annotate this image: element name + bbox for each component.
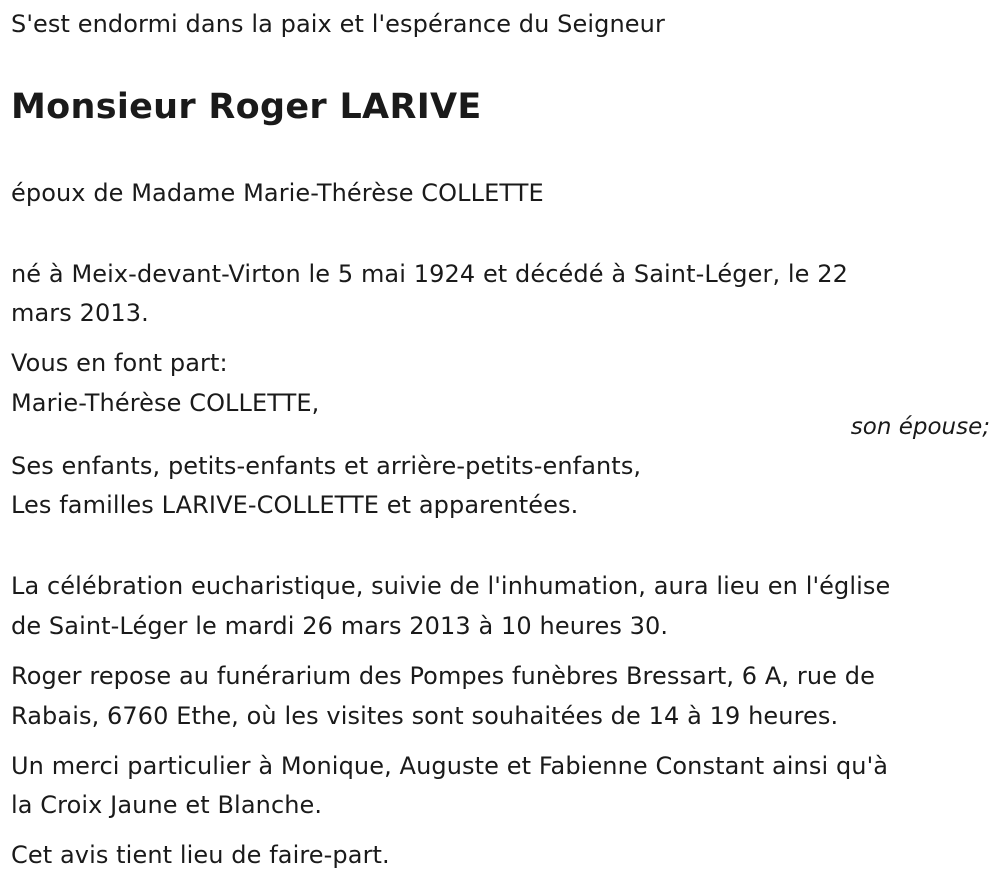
announce-text: Vous en font part: [11, 349, 228, 377]
rest-line-2: Rabais, 6760 Ethe, où les visites sont souhaitées de 14 à 19 heures. [11, 702, 839, 730]
birth-death-line-2: mars 2013. [11, 299, 149, 327]
deceased-name: Monsieur Roger LARIVE [11, 87, 482, 127]
birth-death-line-1: né à Meix-devant-Virton le 5 mai 1924 et décédé à Saint-Léger, le 22 [11, 260, 849, 288]
closing-text: Cet avis tient lieu de faire-part. [11, 841, 390, 869]
thanks-line-2: la Croix Jaune et Blanche. [11, 791, 323, 819]
family-role-spouse: son épouse; [850, 414, 990, 440]
thanks-line-1: Un merci particulier à Monique, Auguste et Fabienne Constant ainsi qu'à [11, 752, 889, 780]
rest-line-1: Roger repose au funérarium des Pompes funèbres Bressart, 6 A, rue de [11, 662, 875, 690]
intro-text: S'est endormi dans la paix et l'espérance du Seigneur [11, 10, 665, 38]
family-children: Ses enfants, petits-enfants et arrière-petits-enfants, [11, 452, 642, 480]
family-member-spouse: Marie-Thérèse COLLETTE, [11, 389, 320, 417]
ceremony-line-2: de Saint-Léger le mardi 26 mars 2013 à 10 heures 30. [11, 612, 669, 640]
spouse-text: époux de Madame Marie-Thérèse COLLETTE [11, 179, 544, 207]
ceremony-line-1: La célébration eucharistique, suivie de l'inhumation, aura lieu en l'église [11, 572, 891, 600]
family-relatives: Les familles LARIVE-COLLETTE et apparentées. [11, 491, 579, 519]
